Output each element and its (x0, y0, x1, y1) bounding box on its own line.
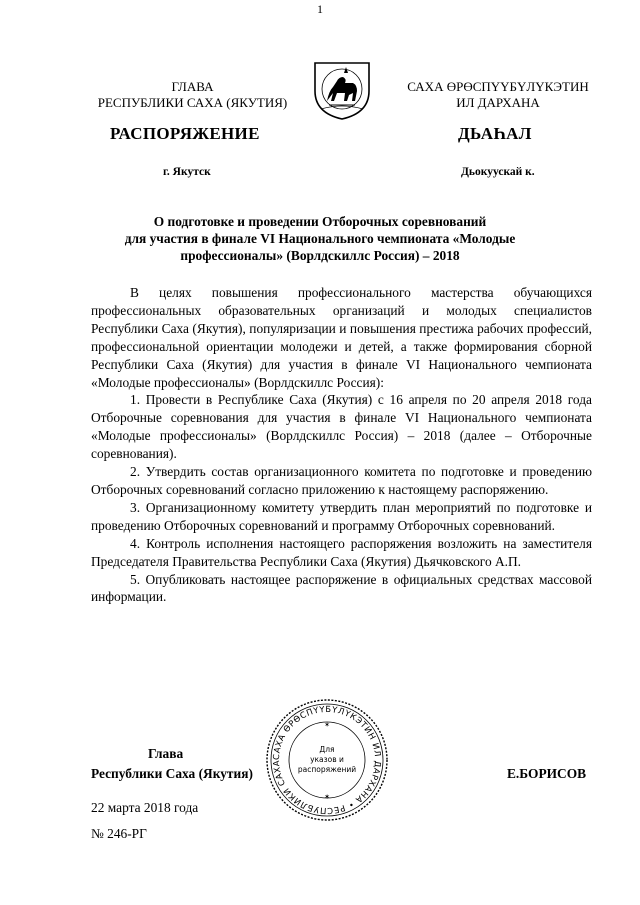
item-3-paragraph: 3. Организационному комитету утвердить план мероприятий по подготовке и проведению Отборочных соревнований и программу Отборочных соревнований. (91, 499, 592, 533)
item-1-paragraph: 1. Провести в Республике Саха (Якутия) с 16 апреля по 20 апреля 2018 года Отборочные соревнования для участия в финале VI Национального чемпионата «Молодые профессионалы» (Ворлдскиллс Россия) – 2018 (далее – Отборочные соревнования). (91, 392, 592, 462)
preamble-paragraph: В целях повышения профессионального мастерства обучающихся профессиональных образовательных организаций и молодых специалистов Республики Саха (Якутия), популяризации и повышения престижа рабочих профессий, профессиональной ориентации молодежи и детей, а также формирования сборной Республики Саха (Якутия) для участия в финале VI Национального чемпионата «Молодые профессионалы» (Ворлдскиллс Россия): (91, 285, 592, 390)
document-title-sakha: ДЬАҺАЛ (458, 124, 532, 143)
city-ru: г. Якутск (163, 166, 211, 178)
subject-line1: О подготовке и проведении Отборочных соревнований (153, 214, 487, 229)
header-left (80, 79, 305, 111)
document-date: 22 марта 2018 года (91, 800, 199, 815)
item-4-paragraph: 4. Контроль исполнения настоящего распоряжения возложить на заместителя Председателя Правительства Республики Саха (Якутия) Дьячковского А.П. (91, 535, 592, 569)
official-stamp (264, 697, 390, 823)
header-right (388, 79, 608, 111)
document-number: № 246-РГ (91, 826, 147, 841)
city-sakha: Дьокуускай к. (461, 166, 535, 178)
header-right-line1: САХА ӨРӨСПҮҮБҮЛҮКЭТИН (407, 79, 589, 94)
document-title-ru: РАСПОРЯЖЕНИЕ (110, 124, 260, 143)
item-2-paragraph: 2. Утвердить состав организационного комитета по подготовке и проведению Отборочных соревнований согласно приложению к настоящему распоряжению. (91, 464, 592, 497)
subject-line3: профессионалы» (Ворлдскиллс Россия) – 2018 (180, 248, 460, 263)
signature-title-line1: Глава (148, 746, 184, 761)
stamp-inner-line1: Для (319, 745, 335, 754)
svg-text:✶: ✶ (324, 793, 330, 801)
item-5-paragraph: 5. Опубликовать настоящее распоряжение в официальных средствах массовой информации. (91, 571, 592, 605)
page-number: 1 (317, 2, 323, 16)
stamp-inner-line2: указов и (310, 755, 344, 764)
header-right-line2: ИЛ ДАРХАНА (456, 95, 540, 110)
document-subject (95, 213, 545, 264)
header-left-line2: РЕСПУБЛИКИ САХА (ЯКУТИЯ) (97, 95, 288, 110)
header-left-line1: ГЛАВА (171, 79, 214, 94)
stamp-outer-text: САХА ӨРӨСПҮҮБҮЛҮКЭТИН ИЛ ДАРХАНА • РЕСПУБЛИКИ САХА (270, 703, 384, 817)
signature-title-line2: Республики Саха (Якутия) (91, 766, 253, 781)
document-body (91, 284, 592, 606)
subject-line2: для участия в финале VI Национального чемпионата «Молодые (124, 231, 516, 246)
stamp-inner-line3: распоряжений (297, 765, 357, 774)
republic-emblem-icon (307, 57, 377, 121)
svg-text:✶: ✶ (324, 721, 330, 729)
signatory-name: Е.БОРИСОВ (507, 766, 587, 781)
